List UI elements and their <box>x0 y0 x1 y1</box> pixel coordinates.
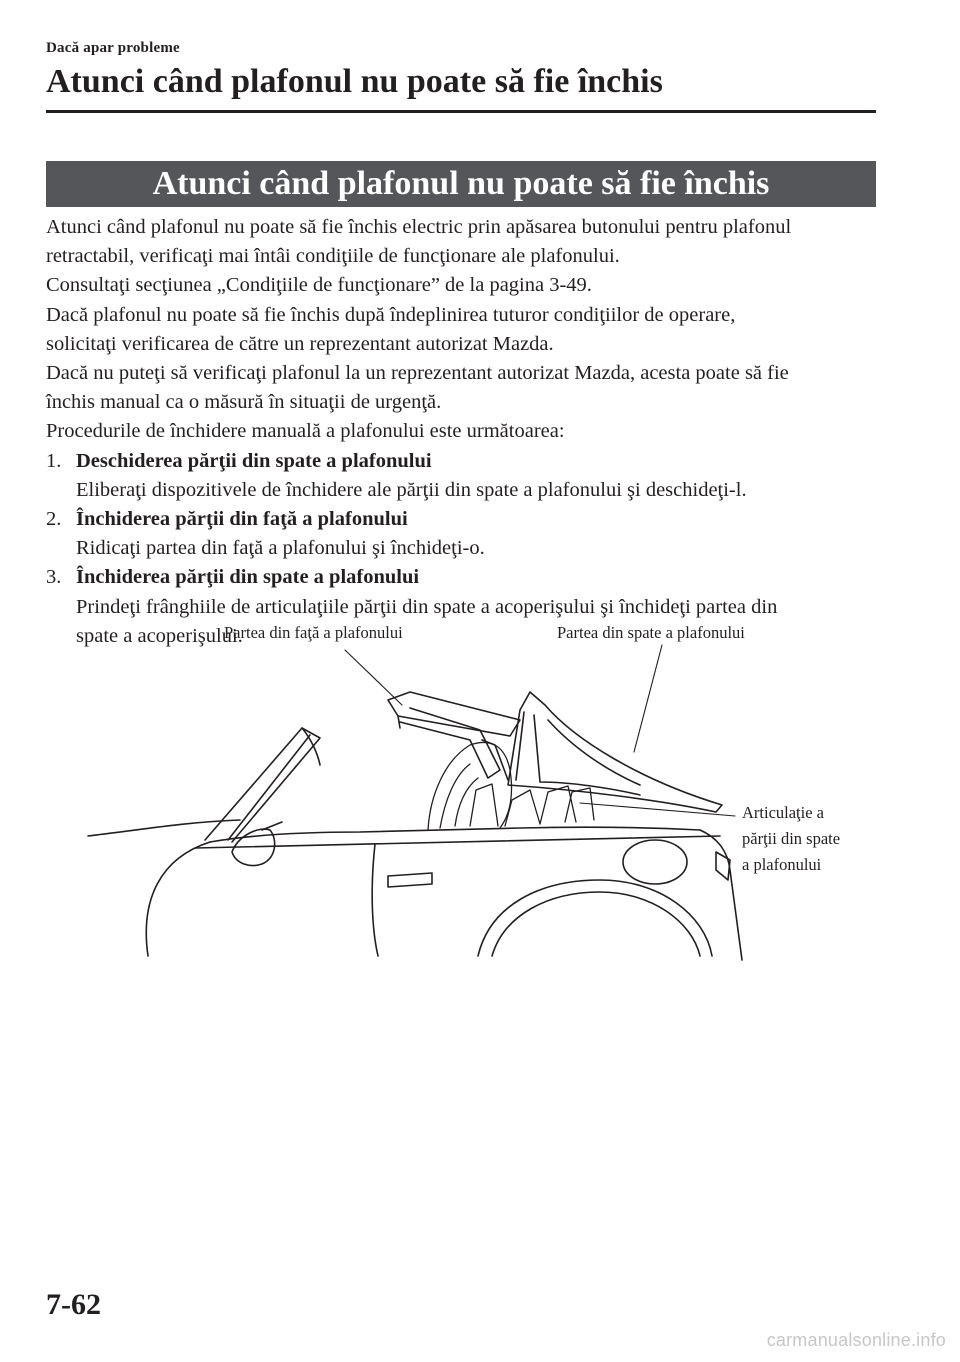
callout-front-roof: Partea din faţă a plafonului <box>224 623 403 642</box>
step-number: 2. <box>46 508 62 531</box>
paragraph-line: Dacă plafonul nu poate să fie închis după îndeplinirea tuturor condiţiilor de operare, <box>46 303 736 326</box>
callout-rear-roof: Partea din spate a plafonului <box>557 623 745 642</box>
step-instruction: Eliberaţi dispozitivele de închidere ale părţii din spate a plafonului şi deschideţi-l. <box>76 478 747 501</box>
watermark: carmanualsonline.info <box>766 1330 946 1350</box>
paragraph-line: retractabil, verificaţi mai întâi condiţiile de funcţionare ale plafonului. <box>46 245 620 268</box>
step-instruction: Ridicaţi partea din faţă a plafonului şi închideţi-o. <box>76 537 485 560</box>
paragraph-line: Consultaţi secţiunea „Condiţiile de funcţionare” de la pagina 3-49. <box>46 274 592 297</box>
front-roof-panel <box>388 692 520 780</box>
windshield-frame <box>205 728 320 842</box>
paragraph-line: Atunci când plafonul nu poate să fie închis electric prin apăsarea butonului pentru plafonul <box>46 216 792 238</box>
section-banner: Atunci când plafonul nu poate să fie închis <box>46 161 876 207</box>
side-mirror <box>232 822 282 866</box>
step-instruction: spate a acoperişului. <box>76 624 243 647</box>
paragraph-line: închis manual ca o măsură în situaţii de urgenţă. <box>46 391 442 414</box>
roof-mechanism <box>428 742 594 830</box>
step-number: 1. <box>46 449 62 472</box>
section-kicker: Dacă apar probleme <box>46 40 180 56</box>
callout-line: a plafonului <box>742 855 822 874</box>
page-number: 7-62 <box>46 1288 101 1321</box>
step-title: Deschiderea părţii din spate a plafonului <box>76 449 432 472</box>
paragraph-line: Dacă nu puteţi să verificaţi plafonul la un reprezentant autorizat Mazda, acesta poate să fie <box>46 362 789 385</box>
callout-rear-joint <box>742 800 840 878</box>
step-number: 3. <box>46 566 62 589</box>
rear-roof-panel <box>508 692 722 812</box>
paragraph-line: Procedurile de închidere manuală a plafonului este următoarea: <box>46 420 565 443</box>
callout-line: Articulaţie a <box>742 803 825 822</box>
paragraph-line: solicitaţi verificarea de către un reprezentant autorizat Mazda. <box>46 332 554 355</box>
step-title: Închiderea părţii din spate a plafonului <box>76 566 420 589</box>
page-title: Atunci când plafonul nu poate să fie închis <box>46 63 663 100</box>
car-body <box>88 820 742 960</box>
step-title: Închiderea părţii din faţă a plafonului <box>76 508 408 531</box>
step-instruction: Prindeţi frânghiile de articulaţiile părţii din spate a acoperişului şi închideţi partea din <box>76 595 778 618</box>
callout-line: părţii din spate <box>742 829 841 848</box>
callout-leader-lines <box>345 645 735 816</box>
